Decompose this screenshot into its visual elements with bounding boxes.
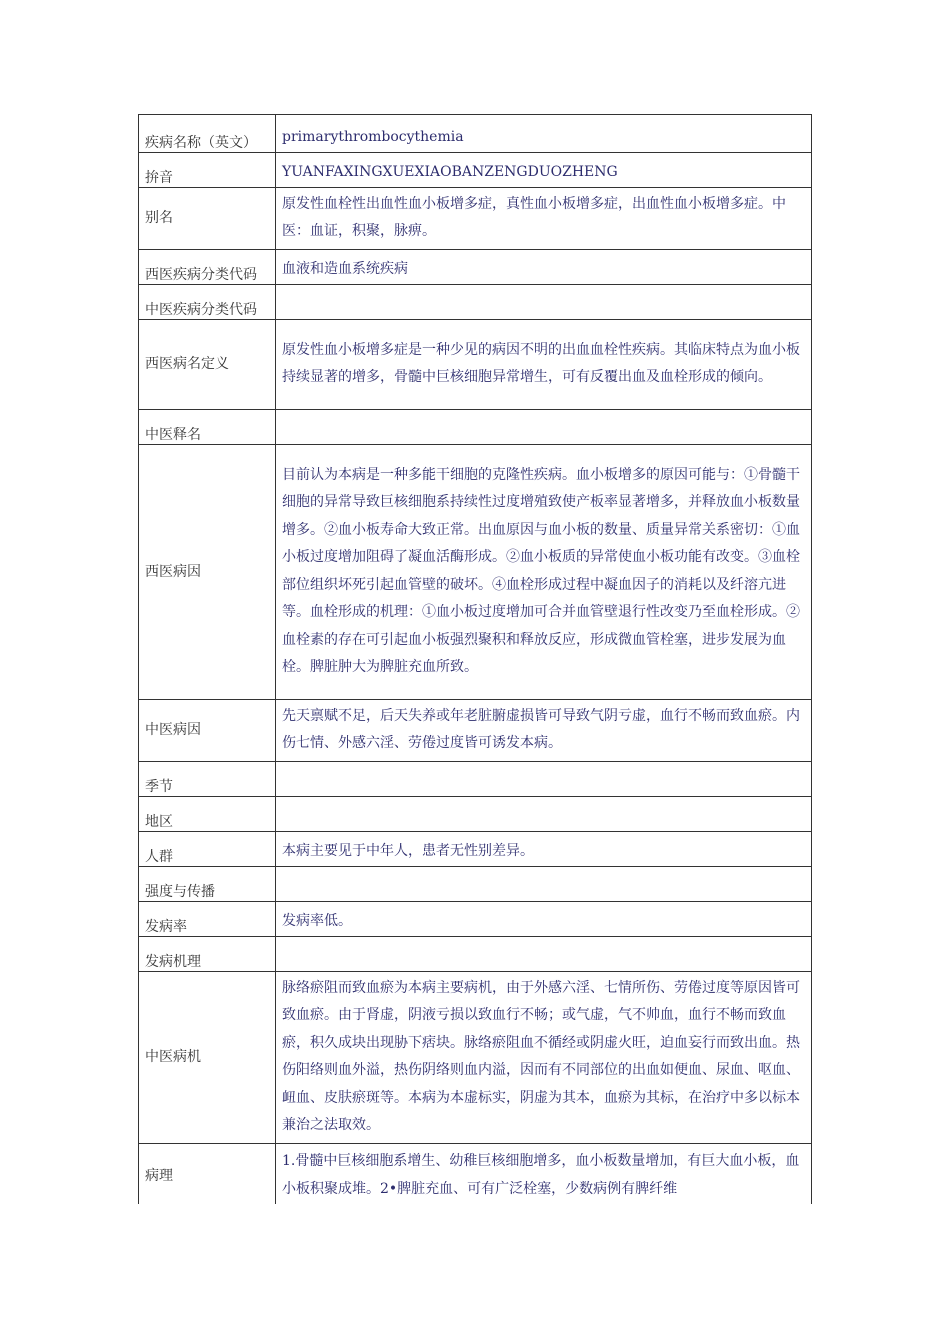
row-label: 疾病名称（英文）	[139, 115, 276, 153]
row-value: 血液和造血系统疾病	[276, 250, 812, 285]
row-label: 强度与传播	[139, 867, 276, 902]
row-value: 脉络瘀阻而致血瘀为本病主要病机，由于外感六淫、七情所伤、劳倦过度等原因皆可致血瘀。由于肾虚，阴液亏损以致血行不畅；或气虚，气不帅血，血行不畅而致血瘀，积久成块出现胁下痞块。脉络瘀阻血不循经或阴虚火旺，迫血妄行而致出血。热伤阳络则血外溢，热伤阴络则血内溢，因而有不同部位的出血如便血、尿血、呕血、衄血、皮肤瘀斑等。本病为本虚标实，阴虚为其本，血瘀为其标，在治疗中多以标本兼治之法取效。	[276, 972, 812, 1144]
table-row	[139, 937, 812, 972]
row-value	[276, 797, 812, 832]
row-value: 目前认为本病是一种多能干细胞的克隆性疾病。血小板增多的原因可能与：①骨髓干细胞的异常导致巨核细胞系持续性过度增殖致使产板率显著增多，并释放血小板数量增多。②血小板寿命大致正常。出血原因与血小板的数量、质量异常关系密切：①血小板过度增加阻碍了凝血活酶形成。②血小板质的异常使血小板功能有改变。③血栓部位组织坏死引起血管壁的破坏。④血栓形成过程中凝血因子的消耗以及纤溶亢进等。血栓形成的机理：①血小板过度增加可合并血管壁退行性改变乃至血栓形成。②血栓素的存在可引起血小板强烈聚积和释放反应，形成微血管栓塞，进步发展为血栓。脾脏肿大为脾脏充血所致。	[276, 445, 812, 700]
disease-record-table	[138, 114, 812, 1204]
row-value: 发病率低。	[276, 902, 812, 937]
row-value	[276, 762, 812, 797]
row-label: 中医病机	[139, 972, 276, 1144]
row-label: 拚音	[139, 153, 276, 188]
table-row	[139, 115, 812, 153]
document-sheet	[138, 114, 812, 1204]
row-label: 中医释名	[139, 410, 276, 445]
table-row	[139, 1144, 812, 1205]
row-label: 西医病名定义	[139, 320, 276, 410]
row-value	[276, 867, 812, 902]
table-row	[139, 972, 812, 1144]
table-row	[139, 762, 812, 797]
table-row	[139, 797, 812, 832]
row-label: 病理	[139, 1144, 276, 1205]
table-row	[139, 445, 812, 700]
row-value: 1.骨髓中巨核细胞系增生、幼稚巨核细胞增多，血小板数量增加，有巨大血小板，血小板积聚成堆。2•脾脏充血、可有广泛栓塞，少数病例有脾纤维	[276, 1144, 812, 1205]
table-row	[139, 867, 812, 902]
table-row	[139, 902, 812, 937]
row-value	[276, 285, 812, 320]
row-label: 发病率	[139, 902, 276, 937]
row-label: 别名	[139, 188, 276, 250]
row-label: 中医疾病分类代码	[139, 285, 276, 320]
row-value: primarythrombocythemia	[276, 115, 812, 153]
row-label: 中医病因	[139, 700, 276, 762]
row-value: 原发性血小板增多症是一种少见的病因不明的出血血栓性疾病。其临床特点为血小板持续显著的增多，骨髓中巨核细胞异常增生，可有反覆出血及血栓形成的倾向。	[276, 320, 812, 410]
table-row	[139, 188, 812, 250]
row-label: 人群	[139, 832, 276, 867]
row-label: 季节	[139, 762, 276, 797]
table-row	[139, 320, 812, 410]
row-label: 西医疾病分类代码	[139, 250, 276, 285]
row-value: YUANFAXINGXUEXIAOBANZENGDUOZHENG	[276, 153, 812, 188]
row-value	[276, 410, 812, 445]
row-value: 原发性血栓性出血性血小板增多症，真性血小板增多症，出血性血小板增多症。中医：血证，积聚，脉痹。	[276, 188, 812, 250]
table-row	[139, 285, 812, 320]
table-row	[139, 250, 812, 285]
row-label: 西医病因	[139, 445, 276, 700]
row-value: 本病主要见于中年人，患者无性别差异。	[276, 832, 812, 867]
row-value	[276, 937, 812, 972]
table-row	[139, 153, 812, 188]
table-row	[139, 832, 812, 867]
row-value: 先天禀赋不足，后天失养或年老脏腑虚损皆可导致气阴亏虚，血行不畅而致血瘀。内伤七情、外感六淫、劳倦过度皆可诱发本病。	[276, 700, 812, 762]
table-row	[139, 410, 812, 445]
row-label: 发病机理	[139, 937, 276, 972]
row-label: 地区	[139, 797, 276, 832]
table-row	[139, 700, 812, 762]
